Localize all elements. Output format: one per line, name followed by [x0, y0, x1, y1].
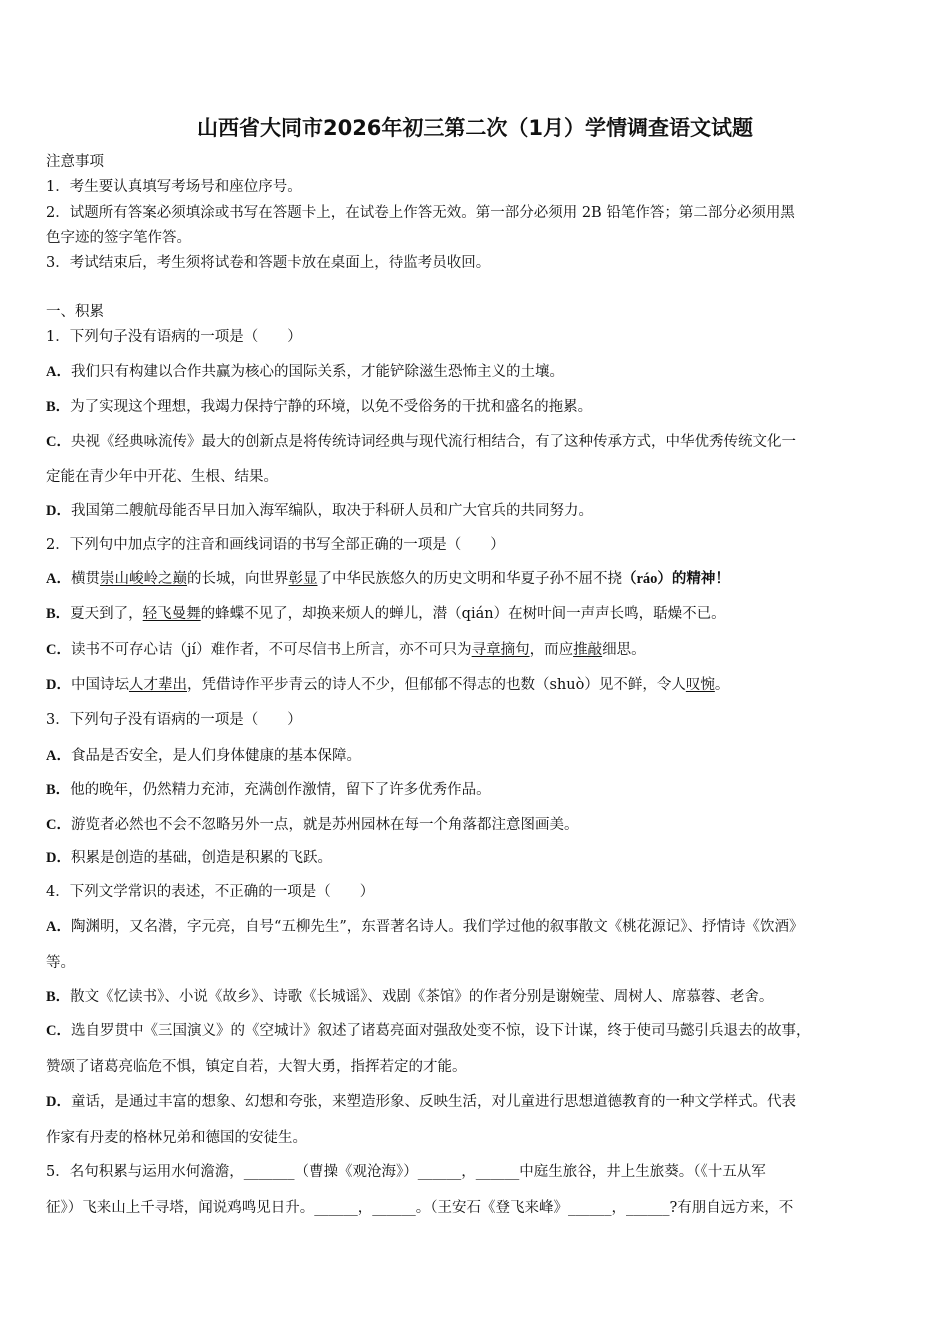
q1-option-c-continued: 定能在青少年中开花、生根、结果。 — [46, 469, 278, 485]
option-text: 食品是否安全，是人们身体健康的基本保障。 — [70, 748, 361, 764]
notice-heading: 注意事项 — [46, 154, 104, 170]
option-text: 我国第二艘航母能否早日加入海军编队，取决于科研人员和广大官兵的共同努力。 — [70, 503, 593, 519]
notice-item: 色字迹的签字笔作答。 — [46, 230, 191, 246]
option-text: 中国诗坛 — [70, 677, 129, 693]
q2-option-c — [46, 640, 908, 660]
q2-option-d — [46, 675, 908, 695]
option-label: D． — [46, 677, 71, 693]
option-label: D． — [46, 850, 71, 866]
question-4-stem: 4．下列文学常识的表述，不正确的一项是（ ） — [46, 884, 375, 900]
q2-option-a — [46, 569, 908, 589]
option-text: 游览者必然也不会不忽略另外一点，就是苏州园林在每一个角落都注意图画美。 — [70, 817, 579, 833]
option-label: A． — [46, 919, 71, 935]
option-text: 为了实现这个理想，我竭力保持宁静的环境，以免不受俗务的干扰和盛名的拖累。 — [70, 399, 593, 415]
q1-option-c — [46, 432, 908, 452]
page-title: 山西省大同市2026年初三第二次（1月）学情调查语文试题 — [196, 116, 754, 140]
dotted-character: 诘 — [157, 642, 173, 658]
q3-option-d — [46, 848, 908, 868]
underlined-word: 轻飞曼舞 — [142, 606, 201, 622]
option-text: 。 — [714, 677, 730, 693]
option-text: （jí）难作者，不可尽信书上所言，亦不可只为 — [172, 642, 472, 658]
option-label: C． — [46, 642, 71, 658]
option-text: 童话，是通过丰富的想象、幻想和夸张，来塑造形象、反映生活，对儿童进行思想道德教育的一种文学样式。代表 — [70, 1094, 796, 1110]
underlined-word: 崇山峻岭之巅 — [99, 571, 187, 587]
option-text: 选自罗贯中《三国演义》的《空城计》叙述了诸葛亮面对强敌处变不惊，设下计谋，终于使司马懿引兵退去的故事， — [70, 1023, 811, 1039]
option-text: 了中华民族悠久的历史文明和华夏子孙不屈不 — [317, 571, 608, 587]
q4-option-c — [46, 1021, 908, 1041]
option-text: 细思。 — [602, 642, 646, 658]
option-label: A． — [46, 748, 71, 764]
q4-option-a — [46, 917, 908, 937]
q4-option-d — [46, 1092, 908, 1112]
option-label: C． — [46, 434, 71, 450]
q3-option-c — [46, 815, 908, 835]
option-text: 央视《经典咏流传》最大的创新点是将传统诗词经典与现代流行相结合，有了这种传承方式，中华优秀传统文化一 — [70, 434, 796, 450]
option-label: B． — [46, 399, 71, 415]
option-label: B． — [46, 989, 71, 1005]
q4-option-a-continued: 等。 — [46, 955, 75, 971]
option-text: 我们只有构建以合作共赢为核心的国际关系，才能铲除滋生恐怖主义的土壤。 — [70, 364, 564, 380]
notice-item: 2．试题所有答案必须填涂或书写在答题卡上，在试卷上作答无效。第一部分必须用 2B 铅笔作答；第二部分必须用黑 — [46, 205, 795, 221]
dotted-character: 数 — [520, 677, 535, 693]
option-label: C． — [46, 817, 71, 833]
option-label: B． — [46, 606, 71, 622]
option-text: 读书不可存心 — [70, 642, 158, 658]
option-text: 积累是创造的基础，创造是积累的飞跃。 — [70, 850, 332, 866]
option-label: D． — [46, 1094, 71, 1110]
pinyin-text: （ráo）的精神！ — [621, 571, 730, 587]
question-1-stem: 1．下列句子没有语病的一项是（ ） — [46, 329, 302, 345]
question-2-stem: 2．下列句中加点字的注音和画线词语的书写全部正确的一项是（ ） — [46, 537, 505, 553]
q2-option-b — [46, 604, 908, 624]
q1-option-b — [46, 397, 908, 417]
question-5-line: 5．名句积累与运用水何澹澹，_______（曹操《观沧海》）______，______中庭生旅谷，井上生旅葵。（《十五从军 — [46, 1164, 766, 1180]
option-text: 陶渊明，又名潜，字元亮，自号“五柳先生”，东晋著名诗人。我们学过他的叙事散文《桃花源记》、抒情诗《饮酒》 — [70, 919, 804, 935]
q1-option-a — [46, 362, 908, 382]
underlined-word: 推敲 — [573, 642, 603, 658]
option-text: （qián）在树叶间一声声长鸣，聒燥不已。 — [447, 606, 726, 622]
option-text: 散文《忆读书》、小说《故乡》、诗歌《长城谣》、戏剧《茶馆》的作者分别是谢婉莹、周树人、席慕蓉、老舍。 — [70, 989, 774, 1005]
q4-option-b — [46, 987, 908, 1007]
option-text: 的长城，向世界 — [186, 571, 289, 587]
option-text: 的蜂蝶不见了，却换来烦人的蝉儿， — [200, 606, 433, 622]
underlined-word: 彰显 — [288, 571, 318, 587]
option-label: C． — [46, 1023, 71, 1039]
option-text: ，而应 — [529, 642, 574, 658]
q1-option-d — [46, 501, 908, 521]
q4-option-c-continued: 赞颂了诸葛亮临危不惧，镇定自若，大智大勇，指挥若定的才能。 — [46, 1059, 467, 1075]
q3-option-b — [46, 780, 908, 800]
section-heading: 一、积累 — [46, 304, 104, 320]
q4-option-d-continued: 作家有丹麦的格林兄弟和德国的安徒生。 — [46, 1130, 307, 1146]
question-3-stem: 3．下列句子没有语病的一项是（ ） — [46, 712, 302, 728]
underlined-word: 寻章摘句 — [471, 642, 530, 658]
notice-item: 1．考生要认真填写考场号和座位序号。 — [46, 179, 302, 195]
question-5-line: 征》）飞来山上千寻塔，闻说鸡鸣见日升。______，______。（王安石《登飞来峰》______，______?有朋自远方来，不 — [46, 1200, 794, 1216]
notice-item: 3．考试结束后，考生须将试卷和答题卡放在桌面上，待监考员收回。 — [46, 255, 491, 271]
underlined-word: 叹惋 — [685, 677, 715, 693]
option-label: A． — [46, 571, 71, 587]
option-text: （shuò）见不鲜，令人 — [534, 677, 686, 693]
option-text: 横贯 — [70, 571, 100, 587]
q3-option-a — [46, 746, 908, 766]
option-text: 他的晚年，仍然精力充沛，充满创作激情，留下了许多优秀作品。 — [70, 782, 491, 798]
option-text: 夏天到了， — [70, 606, 143, 622]
option-label: B． — [46, 782, 71, 798]
option-text: ，凭借诗作平步青云的诗人不少，但郁郁不得志的也 — [186, 677, 521, 693]
option-label: A． — [46, 364, 71, 380]
underlined-word: 人才辈出 — [128, 677, 187, 693]
option-label: D． — [46, 503, 71, 519]
dotted-character: 潜 — [432, 606, 448, 622]
dotted-character: 挠 — [607, 571, 622, 587]
